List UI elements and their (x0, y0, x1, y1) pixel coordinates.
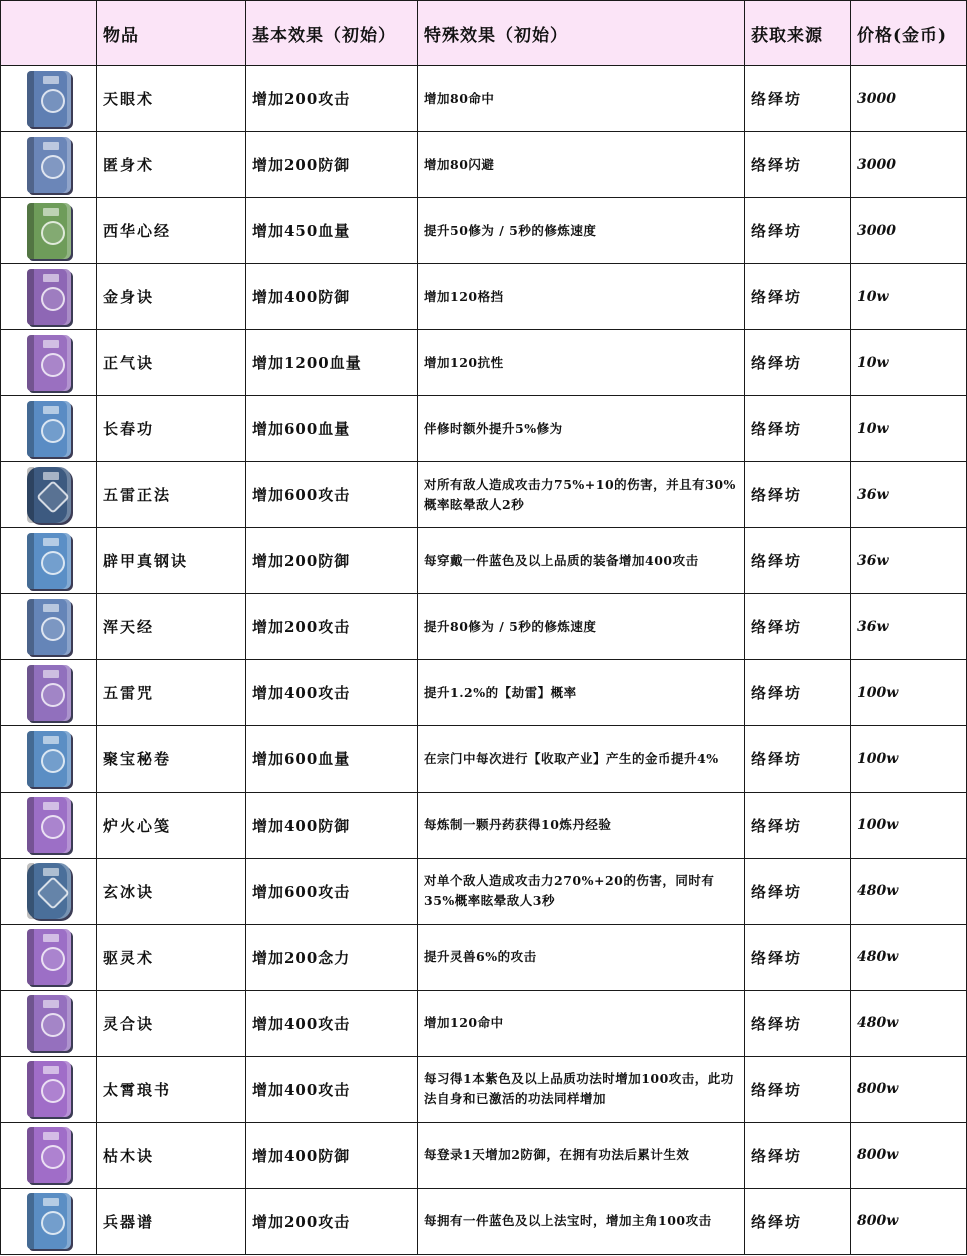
item-name: 辟甲真钢诀 (97, 528, 246, 594)
price: 36w (851, 528, 967, 594)
special-effect: 每登录1天增加2防御，在拥有功法后累计生效 (418, 1122, 745, 1188)
table-row (1, 858, 967, 924)
table-row (1, 660, 967, 726)
item-icon-cell (1, 330, 97, 396)
purple-book-icon (27, 995, 71, 1051)
item-icon-cell (1, 528, 97, 594)
item-icon-cell (1, 924, 97, 990)
table-row (1, 726, 967, 792)
price: 100w (851, 660, 967, 726)
item-icon-cell (1, 462, 97, 528)
item-icon-cell (1, 396, 97, 462)
item-icon-cell (1, 264, 97, 330)
item-name: 长春功 (97, 396, 246, 462)
special-effect: 增加120抗性 (418, 330, 745, 396)
table-row (1, 1056, 967, 1122)
table-row (1, 528, 967, 594)
base-effect: 增加400攻击 (246, 1056, 418, 1122)
special-effect: 增加120命中 (418, 990, 745, 1056)
price: 3000 (851, 66, 967, 132)
base-effect: 增加200攻击 (246, 594, 418, 660)
price: 100w (851, 792, 967, 858)
header-price: 价格(金币) (851, 1, 967, 66)
table-row (1, 66, 967, 132)
item-name: 浑天经 (97, 594, 246, 660)
purple-book-icon (27, 335, 71, 391)
special-effect: 增加120格挡 (418, 264, 745, 330)
item-name: 枯木诀 (97, 1122, 246, 1188)
base-effect: 增加400防御 (246, 1122, 418, 1188)
special-effect: 每炼制一颗丹药获得10炼丹经验 (418, 792, 745, 858)
table-row (1, 330, 967, 396)
price: 480w (851, 858, 967, 924)
item-name: 五雷正法 (97, 462, 246, 528)
purple-book-icon (27, 1061, 71, 1117)
base-effect: 增加600血量 (246, 396, 418, 462)
item-icon-cell (1, 1056, 97, 1122)
item-name: 西华心经 (97, 198, 246, 264)
item-name: 五雷咒 (97, 660, 246, 726)
item-name: 玄冰诀 (97, 858, 246, 924)
special-effect: 增加80闪避 (418, 132, 745, 198)
base-effect: 增加400攻击 (246, 990, 418, 1056)
special-effect: 每穿戴一件蓝色及以上品质的装备增加400攻击 (418, 528, 745, 594)
special-effect: 每拥有一件蓝色及以上法宝时，增加主角100攻击 (418, 1188, 745, 1254)
price: 3000 (851, 132, 967, 198)
special-effect: 提升1.2%的【劫雷】概率 (418, 660, 745, 726)
source: 络绎坊 (745, 660, 851, 726)
table-row (1, 924, 967, 990)
source: 络绎坊 (745, 594, 851, 660)
header-source: 获取来源 (745, 1, 851, 66)
base-effect: 增加200攻击 (246, 66, 418, 132)
base-effect: 增加400防御 (246, 792, 418, 858)
item-icon-cell (1, 198, 97, 264)
source: 络绎坊 (745, 66, 851, 132)
price: 100w (851, 726, 967, 792)
source: 络绎坊 (745, 1056, 851, 1122)
base-effect: 增加200防御 (246, 528, 418, 594)
table-row (1, 990, 967, 1056)
source: 络绎坊 (745, 132, 851, 198)
table-row (1, 1188, 967, 1254)
item-icon-cell (1, 66, 97, 132)
item-icon-cell (1, 1122, 97, 1188)
table-row (1, 1122, 967, 1188)
item-name: 灵合诀 (97, 990, 246, 1056)
special-effect: 每习得1本紫色及以上品质功法时增加100攻击，此功法自身和已激活的功法同样增加 (418, 1056, 745, 1122)
base-effect: 增加450血量 (246, 198, 418, 264)
item-name: 匿身术 (97, 132, 246, 198)
item-name: 驱灵术 (97, 924, 246, 990)
base-effect: 增加600血量 (246, 726, 418, 792)
blue-book-icon (27, 137, 71, 193)
source: 络绎坊 (745, 528, 851, 594)
price: 10w (851, 264, 967, 330)
price: 3000 (851, 198, 967, 264)
item-icon-cell (1, 990, 97, 1056)
source: 络绎坊 (745, 1122, 851, 1188)
price: 800w (851, 1122, 967, 1188)
header-item: 物品 (97, 1, 246, 66)
table-row (1, 792, 967, 858)
header-special-effect: 特殊效果（初始） (418, 1, 745, 66)
item-icon-cell (1, 660, 97, 726)
base-effect: 增加400攻击 (246, 660, 418, 726)
item-icon-cell (1, 1188, 97, 1254)
special-effect: 增加80命中 (418, 66, 745, 132)
item-icon-cell (1, 726, 97, 792)
item-name: 兵器谱 (97, 1188, 246, 1254)
item-icon-cell (1, 594, 97, 660)
price: 10w (851, 330, 967, 396)
purple-book-icon (27, 269, 71, 325)
item-icon-cell (1, 792, 97, 858)
blue-book-icon (27, 1193, 71, 1249)
table-row (1, 198, 967, 264)
source: 络绎坊 (745, 924, 851, 990)
base-effect: 增加600攻击 (246, 462, 418, 528)
special-effect: 对所有敌人造成攻击力75%+10的伤害，并且有30%概率眩晕敌人2秒 (418, 462, 745, 528)
table-row (1, 132, 967, 198)
price: 800w (851, 1188, 967, 1254)
item-icon-cell (1, 858, 97, 924)
blue-book-icon (27, 401, 71, 457)
special-effect: 伴修时额外提升5%修为 (418, 396, 745, 462)
special-effect: 提升灵兽6%的攻击 (418, 924, 745, 990)
blue-book-icon (27, 731, 71, 787)
source: 络绎坊 (745, 1188, 851, 1254)
item-name: 聚宝秘卷 (97, 726, 246, 792)
item-icon-cell (1, 132, 97, 198)
special-effect: 对单个敌人造成攻击力270%+20的伤害，同时有35%概率眩晕敌人3秒 (418, 858, 745, 924)
blue-book-icon (27, 533, 71, 589)
base-effect: 增加200防御 (246, 132, 418, 198)
price: 10w (851, 396, 967, 462)
table-row (1, 396, 967, 462)
source: 络绎坊 (745, 726, 851, 792)
source: 络绎坊 (745, 462, 851, 528)
table-row (1, 264, 967, 330)
header-base-effect: 基本效果（初始） (246, 1, 418, 66)
header-row (1, 1, 967, 66)
source: 络绎坊 (745, 858, 851, 924)
special-effect: 在宗门中每次进行【收取产业】产生的金币提升4% (418, 726, 745, 792)
thunder-crystal-icon (27, 467, 71, 523)
price: 36w (851, 594, 967, 660)
purple-book-icon (27, 929, 71, 985)
green-book-icon (27, 203, 71, 259)
purple-book-icon (27, 797, 71, 853)
table-row (1, 462, 967, 528)
price: 36w (851, 462, 967, 528)
base-effect: 增加200念力 (246, 924, 418, 990)
item-name: 炉火心笺 (97, 792, 246, 858)
base-effect: 增加200攻击 (246, 1188, 418, 1254)
item-name: 太霄琅书 (97, 1056, 246, 1122)
source: 络绎坊 (745, 990, 851, 1056)
base-effect: 增加1200血量 (246, 330, 418, 396)
special-effect: 提升80修为 / 5秒的修炼速度 (418, 594, 745, 660)
item-name: 天眼术 (97, 66, 246, 132)
purple-book-icon (27, 1127, 71, 1183)
item-name: 金身诀 (97, 264, 246, 330)
base-effect: 增加400防御 (246, 264, 418, 330)
price: 480w (851, 990, 967, 1056)
item-name: 正气诀 (97, 330, 246, 396)
source: 络绎坊 (745, 792, 851, 858)
price: 800w (851, 1056, 967, 1122)
source: 络绎坊 (745, 198, 851, 264)
price: 480w (851, 924, 967, 990)
blue-book-icon (27, 599, 71, 655)
source: 络绎坊 (745, 396, 851, 462)
blue-book-icon (27, 71, 71, 127)
ice-crystal-icon (27, 863, 71, 919)
table-row (1, 594, 967, 660)
base-effect: 增加600攻击 (246, 858, 418, 924)
purple-book-icon (27, 665, 71, 721)
header-icon (1, 1, 97, 66)
special-effect: 提升50修为 / 5秒的修炼速度 (418, 198, 745, 264)
source: 络绎坊 (745, 264, 851, 330)
source: 络绎坊 (745, 330, 851, 396)
